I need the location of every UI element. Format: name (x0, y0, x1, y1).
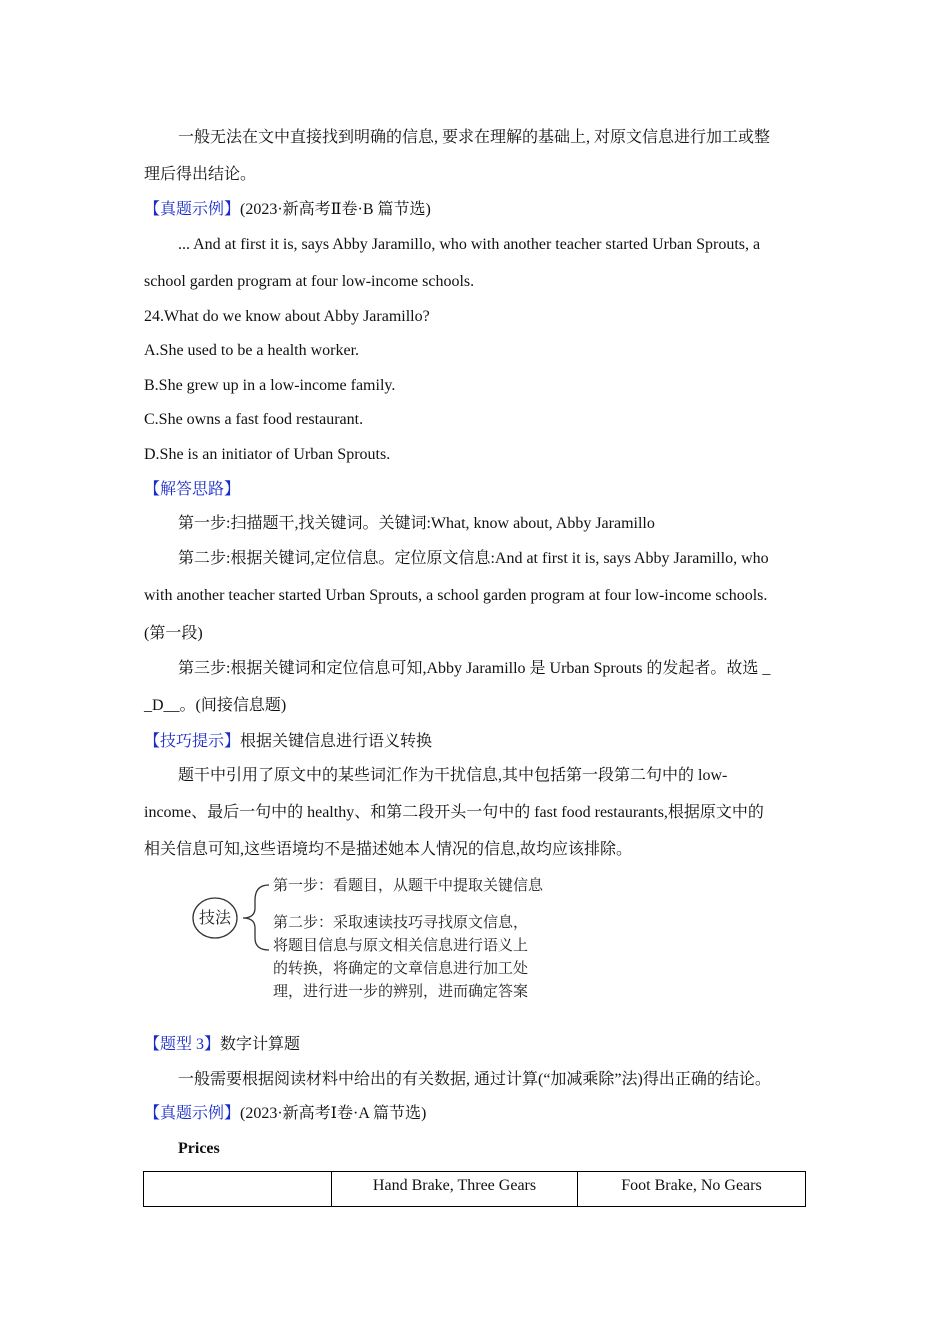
diagram-step-2-line-2: 将题目信息与原文相关信息进行语义上 (273, 936, 529, 954)
solution-step-3-line-1: 第三步:根据关键词和定位信息可知,Abby Jaramillo 是 Urban Sprouts 的发起者。故选 _ (178, 660, 771, 677)
option-d: D.She is an initiator of Urban Sprouts. (144, 446, 391, 463)
solution-tag: 【解答思路】 (144, 481, 241, 498)
example1-tag: 【真题示例】 (144, 201, 241, 218)
passage-line-2: school garden program at four low-income schools. (144, 273, 475, 290)
tip-title: 根据关键信息进行语义转换 (240, 733, 433, 750)
type3-tag: 【题型 3】 (144, 1036, 221, 1053)
intro-line-1: 一般无法在文中直接找到明确的信息, 要求在理解的基础上, 对原文信息进行加工或整 (178, 129, 771, 146)
tip-line-3: 相关信息可知,这些语境均不是描述她本人情况的信息,故均应该排除。 (144, 841, 633, 858)
intro-line-2: 理后得出结论。 (144, 166, 257, 183)
solution-step-1: 第一步:扫描题干,找关键词。关键词:What, know about, Abby Jaramillo (178, 515, 655, 532)
example2-heading (144, 1104, 426, 1124)
example1-source: (2023·新高考Ⅱ卷·B 篇节选) (240, 201, 431, 218)
solution-step-2-line-3: (第一段) (144, 625, 203, 642)
solution-step-2-line-2: with another teacher started Urban Sprouts, a school garden program at four low-income schools. (144, 587, 768, 604)
solution-step-2-line-1: 第二步:根据关键词,定位信息。定位原文信息:And at first it is, says Abby Jaramillo, who (178, 550, 769, 567)
tip-tag: 【技巧提示】 (144, 733, 241, 750)
type3-heading (144, 1035, 300, 1055)
diagram-step-1: 第一步：看题目，从题干中提取关键信息 (273, 876, 544, 894)
diagram-brace (243, 885, 269, 950)
tip-line-2: income、最后一句中的 healthy、和第二段开头一句中的 fast food restaurants,根据原文中的 (144, 804, 764, 821)
table-header-hand-brake: Hand Brake, Three Gears (332, 1172, 578, 1207)
technique-label: 技法 (199, 908, 232, 927)
tip-line-1: 题干中引用了原文中的某些词汇作为干扰信息,其中包括第一段第二句中的 low- (178, 767, 728, 784)
diagram-step-2-line-1: 第二步：采取速读技巧寻找原文信息， (273, 913, 529, 931)
option-c: C.She owns a fast food restaurant. (144, 411, 364, 428)
tip-heading (144, 732, 432, 752)
example2-tag: 【真题示例】 (144, 1105, 241, 1122)
option-b: B.She grew up in a low-income family. (144, 377, 396, 394)
table-header-foot-brake: Foot Brake, No Gears (578, 1172, 806, 1207)
prices-table (143, 1171, 806, 1207)
passage-line-1: ... And at first it is, says Abby Jaramillo, who with another teacher started Urban Sprouts, a (178, 236, 761, 253)
table-header-row (144, 1172, 806, 1207)
example1-heading (144, 200, 431, 220)
table-header-cell-empty (144, 1172, 332, 1207)
diagram-step-2-line-3: 的转换，将确定的文章信息进行加工处 (273, 959, 529, 977)
question-text: 24.What do we know about Abby Jaramillo? (144, 308, 430, 325)
solution-step-3-line-2: _D__。(间接信息题) (144, 697, 287, 714)
type3-title: 数字计算题 (220, 1036, 301, 1053)
table-title: Prices (178, 1140, 220, 1157)
diagram-step-2-line-4: 理，进行进一步的辨别，进而确定答案 (273, 982, 529, 1000)
example2-source: (2023·新高考Ⅰ卷·A 篇节选) (240, 1105, 427, 1122)
option-a: A.She used to be a health worker. (144, 342, 360, 359)
type3-description: 一般需要根据阅读材料中给出的有关数据, 通过计算(“加减乘除”法)得出正确的结论。 (178, 1071, 771, 1088)
